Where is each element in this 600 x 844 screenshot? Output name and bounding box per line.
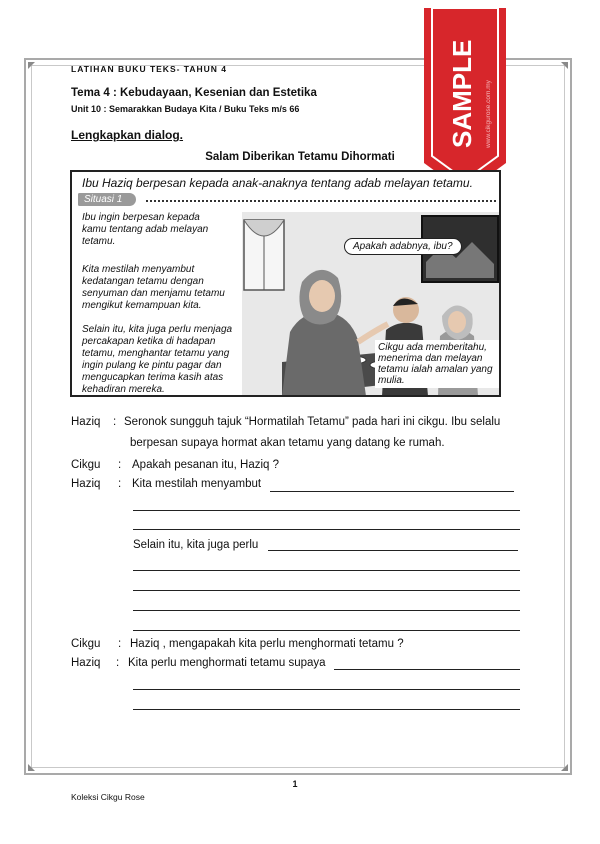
dialogue-prompt: Kita perlu menghormati tetamu supaya (128, 657, 326, 669)
sample-watermark-text: SAMPLE (447, 39, 477, 148)
instruction-text: Lengkapkan dialog. (71, 128, 184, 142)
answer-line[interactable] (133, 709, 520, 710)
mother-advice-paragraph: Selain itu, kita juga perlu menjaga percakapan ketika di hadapan tetamu, menghantar tetamu yang ingin pulang ke pintu pagar dan mengucapkan terima kasih atas kehadiran mereka. (82, 324, 233, 395)
dialogue-line: Apakah pesanan itu, Haziq ? (132, 459, 280, 471)
answer-line[interactable] (133, 689, 520, 690)
dialogue-speaker: Haziq (71, 416, 101, 428)
illustration-caption: Cikgu ada memberitahu, menerima dan melayan tetamu ialah amalan yang mulia. (375, 340, 501, 388)
sample-watermark-ribbon (424, 8, 506, 193)
dialogue-line: berpesan supaya hormat akan tetamu yang datang ke rumah. (130, 437, 445, 449)
dialogue-speaker: Haziq (71, 657, 101, 669)
frame-corner-ornament (28, 62, 35, 69)
answer-line[interactable] (133, 570, 520, 571)
answer-line[interactable] (133, 630, 520, 631)
dialogue-speaker: Haziq (71, 478, 101, 490)
dialogue-line: Haziq , mengapakah kita perlu menghormati tetamu ? (130, 638, 404, 650)
answer-line[interactable] (133, 590, 520, 591)
illustration-heading: Ibu Haziq berpesan kepada anak-anaknya tentang adab melayan tetamu. (82, 176, 473, 190)
frame-corner-ornament (28, 764, 35, 771)
footer-credit: Koleksi Cikgu Rose (71, 792, 145, 802)
frame-corner-ornament (561, 764, 568, 771)
theme-title: Tema 4 : Kebudayaan, Kesenian dan Estetika (71, 87, 317, 99)
dialogue-prompt: Selain itu, kita juga perlu (133, 539, 259, 551)
dialogue-colon: : (118, 459, 122, 471)
speech-bubble: Apakah adabnya, ibu? (344, 238, 462, 255)
dialogue-line: Seronok sungguh tajuk “Hormatilah Tetamu” pada hari ini cikgu. Ibu selalu (124, 416, 501, 428)
unit-title: Unit 10 : Semarakkan Budaya Kita / Buku Teks m/s 66 (71, 104, 300, 114)
dotted-divider (146, 200, 496, 202)
answer-line[interactable] (133, 529, 520, 530)
story-illustration-panel (70, 170, 501, 397)
dialogue-colon: : (118, 638, 122, 650)
mother-advice-paragraph: Kita mestilah menyambut kedatangan tetamu dengan senyuman dan menjamu tetamu mengikut kemampuan kita. (82, 264, 225, 311)
dialogue-prompt: Kita mestilah menyambut (132, 478, 262, 490)
dialogue-speaker: Cikgu (71, 459, 101, 471)
answer-line[interactable] (270, 491, 514, 492)
answer-line[interactable] (133, 610, 520, 611)
frame-corner-ornament (561, 62, 568, 69)
dialogue-colon: : (113, 416, 117, 428)
page-number: 1 (292, 779, 298, 789)
dialogue-colon: : (118, 478, 122, 490)
sample-watermark-url: www.cikgurose.com.my (485, 80, 492, 148)
dialogue-colon: : (116, 657, 120, 669)
answer-line[interactable] (268, 550, 518, 551)
worksheet-header-label: LATIHAN BUKU TEKS- TAHUN 4 (71, 64, 228, 74)
dialogue-speaker: Cikgu (71, 638, 101, 650)
situation-label-tab: Situasi 1 (78, 193, 136, 206)
answer-line[interactable] (334, 669, 520, 670)
passage-title: Salam Diberikan Tetamu Dihormati (205, 151, 395, 163)
mother-advice-paragraph: Ibu ingin berpesan kepada kamu tentang adab melayan tetamu. (82, 212, 209, 247)
answer-line[interactable] (133, 510, 520, 511)
